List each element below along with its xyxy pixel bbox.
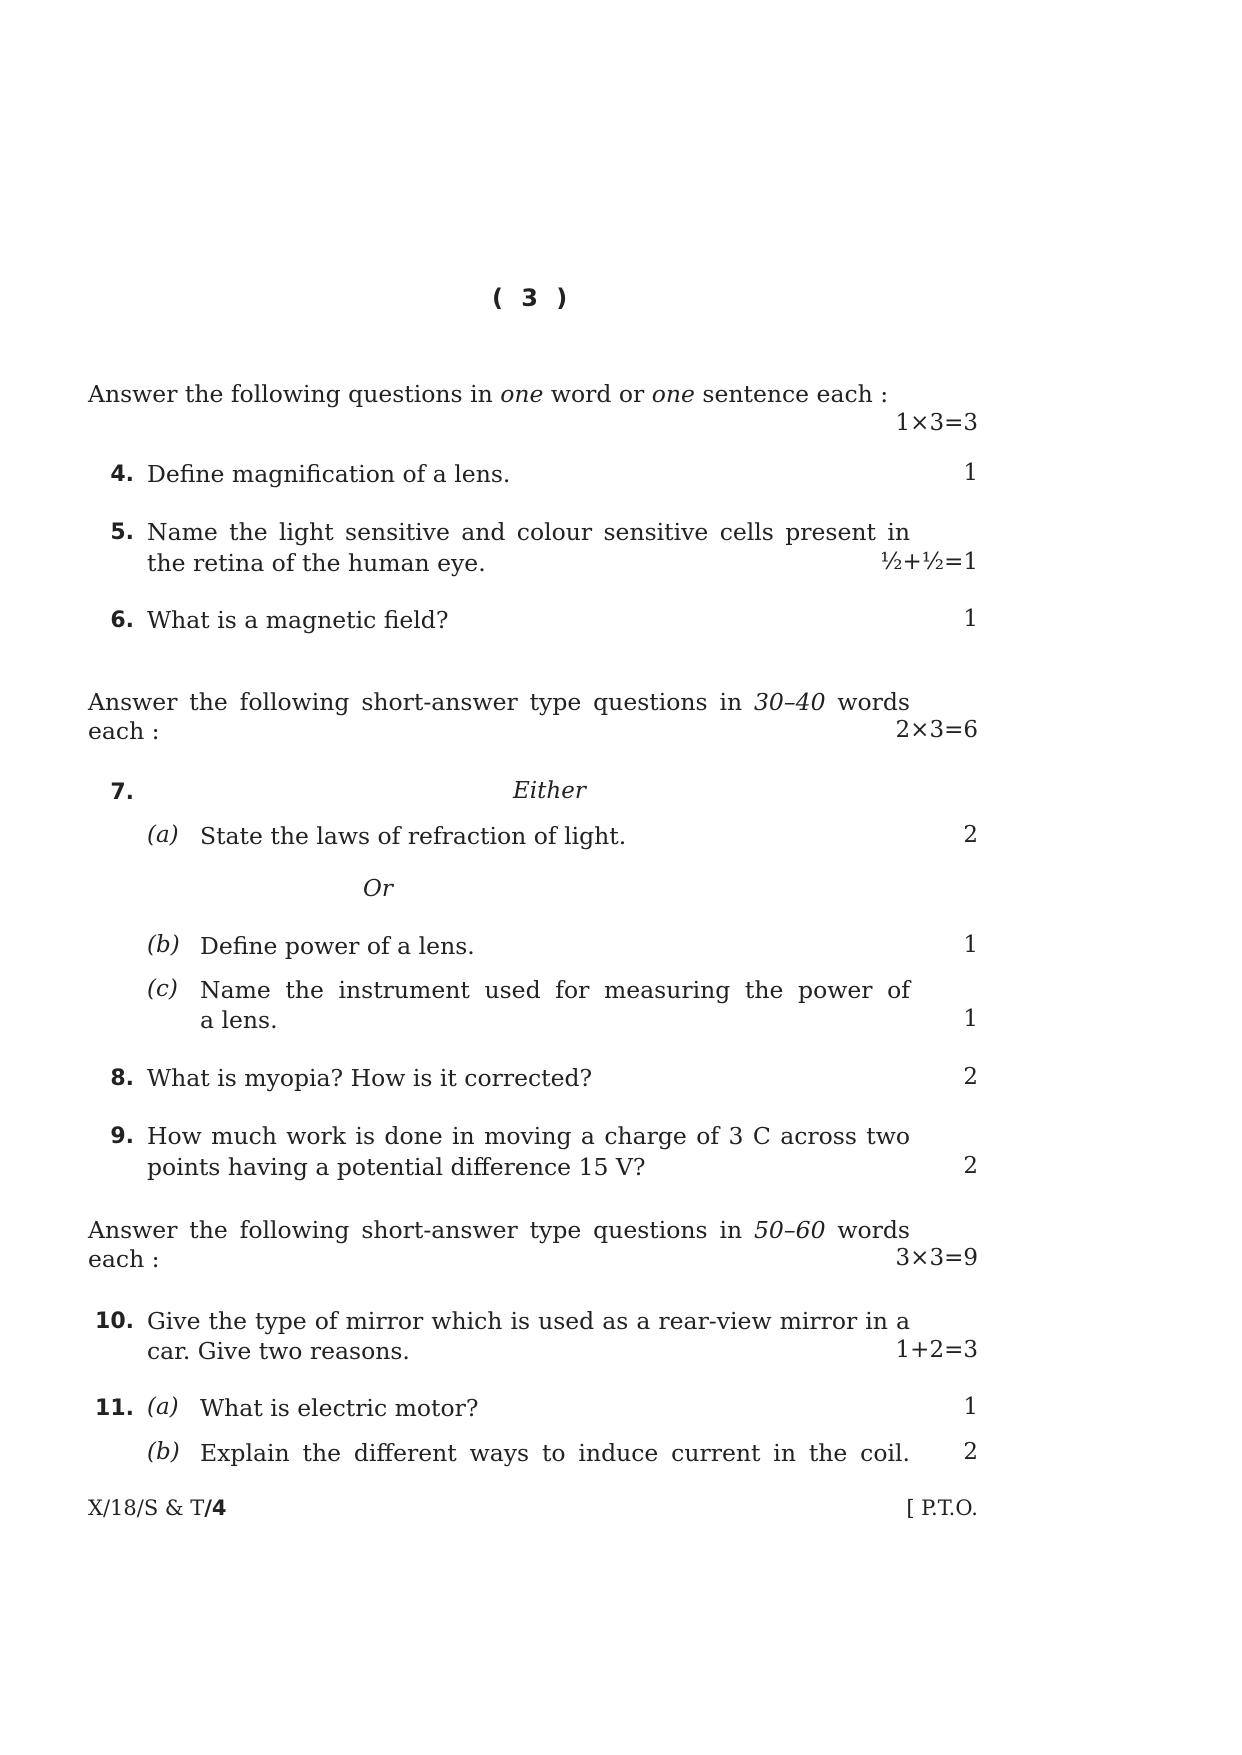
question-6-text: What is a magnetic field?	[147, 606, 449, 634]
question-5-marks: ½+½=1	[880, 549, 978, 575]
question-number: 8.	[110, 1066, 134, 1091]
sub-question-label: (b)	[147, 932, 180, 958]
question-11a-text: What is electric motor?	[200, 1394, 479, 1422]
page-number: ( 3 )	[492, 284, 569, 312]
sub-question-label: (a)	[147, 1394, 179, 1420]
question-7a-text: State the laws of refraction of light.	[200, 822, 627, 850]
sub-question-label: (c)	[147, 976, 178, 1002]
paper-code: X/18/S & T/4	[88, 1496, 227, 1520]
sub-question-label: (a)	[147, 822, 179, 848]
question-10-line-1: Give the type of mirror which is used as a rear-view mirror in a	[147, 1307, 910, 1335]
question-number: 11.	[95, 1396, 134, 1421]
question-10-line-2: car. Give two reasons.	[147, 1337, 410, 1365]
question-7a-marks: 2	[963, 822, 978, 848]
question-11a-marks: 1	[963, 1394, 978, 1420]
question-7c-line-1: Name the instrument used for measuring the power of	[200, 976, 910, 1004]
section-1-marks: 1×3=3	[895, 410, 978, 436]
question-11b-marks: 2	[963, 1439, 978, 1465]
section-3-instruction-line-2: each :	[88, 1245, 160, 1273]
sub-question-label: (b)	[147, 1439, 180, 1465]
section-1-instruction: Answer the following questions in one word or one sentence each :	[88, 380, 889, 408]
question-8-marks: 2	[963, 1064, 978, 1090]
question-5-line-2: the retina of the human eye.	[147, 549, 486, 577]
question-7c-line-2: a lens.	[200, 1006, 278, 1034]
section-3-marks: 3×3=9	[895, 1245, 978, 1271]
question-7b-text: Define power of a lens.	[200, 932, 475, 960]
question-4-text: Define magnification of a lens.	[147, 460, 511, 488]
question-6-marks: 1	[963, 606, 978, 632]
question-number: 9.	[110, 1124, 134, 1149]
either-label: Either	[513, 778, 586, 804]
question-9-marks: 2	[963, 1153, 978, 1179]
question-number: 4.	[110, 462, 134, 487]
question-number: 6.	[110, 608, 134, 633]
question-5-line-1: Name the light sensitive and colour sensitive cells present in	[147, 518, 910, 546]
question-9-line-1: How much work is done in moving a charge of 3 C across two	[147, 1122, 910, 1150]
question-7b-marks: 1	[963, 932, 978, 958]
question-number: 5.	[110, 520, 134, 545]
pto-label: [ P.T.O.	[906, 1496, 978, 1520]
question-number: 10.	[95, 1309, 134, 1334]
section-2-marks: 2×3=6	[895, 717, 978, 743]
question-10-marks: 1+2=3	[895, 1337, 978, 1363]
question-11b-text: Explain the different ways to induce current in the coil.	[200, 1439, 910, 1467]
section-2-instruction-line-2: each :	[88, 717, 160, 745]
section-2-instruction: Answer the following short-answer type questions in 30–40 words	[88, 688, 910, 716]
question-4-marks: 1	[963, 460, 978, 486]
question-9-line-2: points having a potential difference 15 V?	[147, 1153, 646, 1181]
question-number: 7.	[110, 780, 134, 805]
or-label: Or	[363, 876, 393, 902]
question-7c-marks: 1	[963, 1006, 978, 1032]
question-8-text: What is myopia? How is it corrected?	[147, 1064, 593, 1092]
section-3-instruction: Answer the following short-answer type questions in 50–60 words	[88, 1216, 910, 1244]
